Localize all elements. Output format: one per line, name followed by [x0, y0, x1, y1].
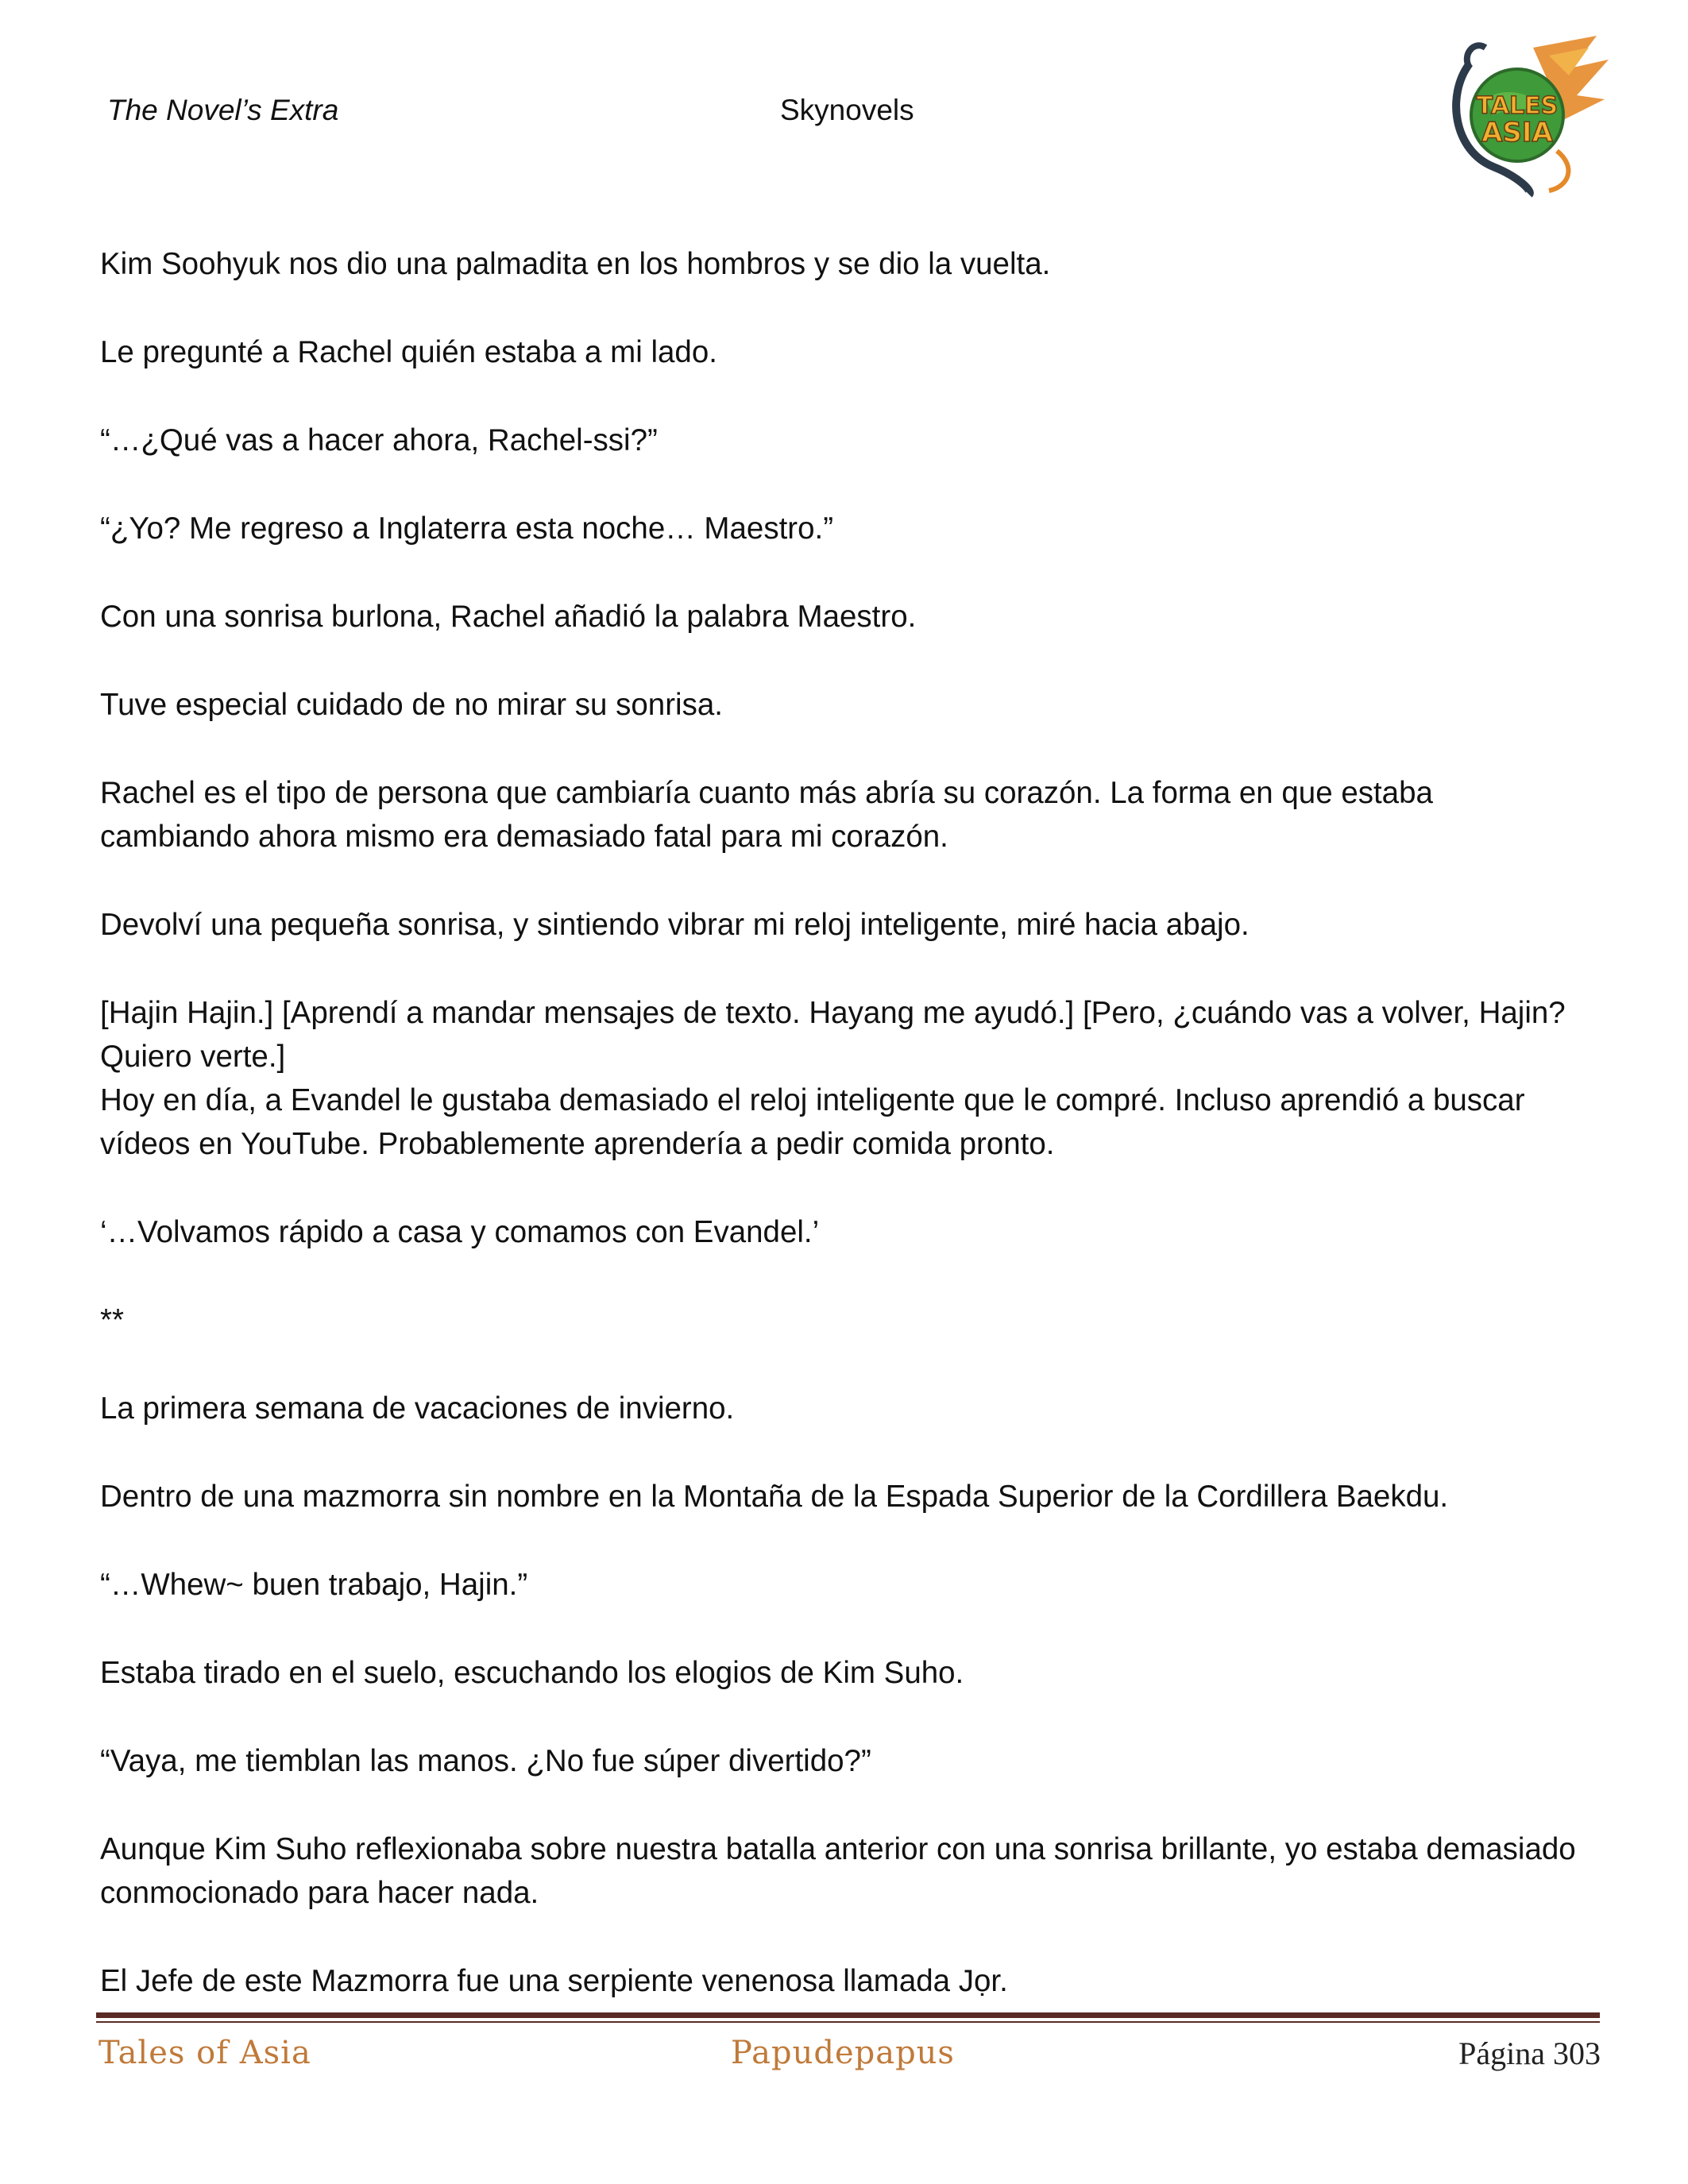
- paragraph: “…Whew~ buen trabajo, Hajin.”: [100, 1568, 528, 1602]
- paragraph: Devolví una pequeña sonrisa, y sintiendo vibrar mi reloj inteligente, miré hacia abajo.: [100, 908, 1250, 942]
- paragraph: Hoy en día, a Evandel le gustaba demasiado el reloj inteligente que le compré. Incluso aprendió a buscar vídeos en YouTube. Probablemente aprendería a pedir comida pronto.: [100, 1083, 1525, 1161]
- paragraph: La primera semana de vacaciones de invierno.: [100, 1391, 735, 1426]
- paragraph: Estaba tirado en el suelo, escuchando los elogios de Kim Suho.: [100, 1656, 964, 1690]
- scene-break: **: [100, 1303, 124, 1337]
- page-body: [100, 242, 1590, 2047]
- paragraph: Con una sonrisa burlona, Rachel añadió la palabra Maestro.: [100, 600, 917, 634]
- paragraph: Rachel es el tipo de persona que cambiaría cuanto más abría su corazón. La forma en que estaba cambiando ahora mismo era demasiado fatal para mi corazón.: [100, 776, 1433, 854]
- tales-of-asia-logo: [1438, 32, 1620, 199]
- paragraph: Dentro de una mazmorra sin nombre en la Montaña de la Espada Superior de la Cordillera Baekdu.: [100, 1480, 1449, 1514]
- footer-translator: Papudepapus: [731, 2035, 955, 2071]
- footer-rule-thin: [96, 2021, 1600, 2023]
- logo-text-tales: TALES: [1476, 92, 1559, 120]
- paragraph: “¿Yo? Me regreso a Inglaterra esta noche… Maestro.”: [100, 511, 834, 546]
- paragraph: Le pregunté a Rachel quién estaba a mi lado.: [100, 335, 717, 369]
- paragraph: ‘…Volvamos rápido a casa y comamos con Evandel.’: [100, 1215, 820, 1249]
- paragraph: “…¿Qué vas a hacer ahora, Rachel-ssi?”: [100, 423, 658, 457]
- paragraph: Tuve especial cuidado de no mirar su sonrisa.: [100, 688, 723, 722]
- header-site-name: Skynovels: [780, 94, 914, 126]
- logo-graphic: [1438, 32, 1620, 199]
- header-novel-title: The Novel’s Extra: [107, 94, 339, 126]
- paragraph: Kim Soohyuk nos dio una palmadita en los hombros y se dio la vuelta.: [100, 247, 1051, 281]
- footer-rule-thick: [96, 2012, 1600, 2018]
- paragraph: El Jefe de este Mazmorra fue una serpiente venenosa llamada Jọr.: [100, 1964, 1008, 1998]
- logo-text-asia: ASIA: [1481, 117, 1553, 149]
- paragraph: “Vaya, me tiemblan las manos. ¿No fue súper divertido?”: [100, 1744, 871, 1778]
- paragraph: [Hajin Hajin.] [Aprendí a mandar mensajes de texto. Hayang me ayudó.] [Pero, ¿cuándo vas a volver, Hajin? Quiero verte.]: [100, 996, 1566, 1074]
- page-footer: [0, 2035, 1688, 2082]
- paragraph: Aunque Kim Suho reflexionaba sobre nuestra batalla anterior con una sonrisa brillante, yo estaba demasiado conmocionado para hacer nada.: [100, 1832, 1576, 1910]
- page-header: [0, 94, 1688, 141]
- footer-group-name: Tales of Asia: [98, 2035, 311, 2071]
- page-number: Página 303: [1458, 2035, 1601, 2071]
